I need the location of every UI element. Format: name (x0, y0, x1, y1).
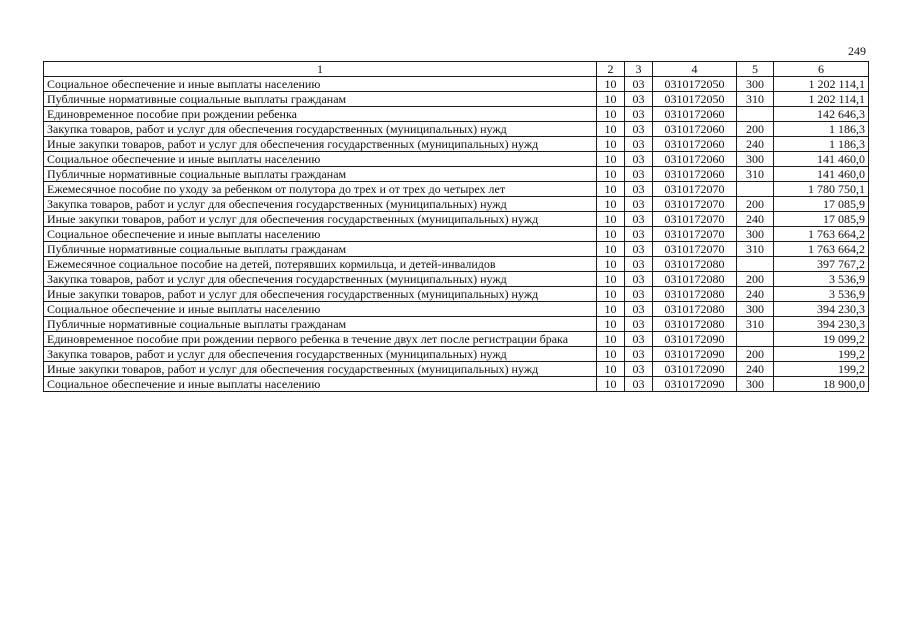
cell-expense-type: 200 (737, 197, 774, 212)
cell-expense-type: 310 (737, 92, 774, 107)
table-row (44, 332, 869, 347)
cell-section: 10 (597, 362, 625, 377)
cell-target-item: 0310172070 (653, 212, 737, 227)
cell-amount: 17 085,9 (774, 197, 869, 212)
cell-name: Закупка товаров, работ и услуг для обеспечения государственных (муниципальных) нужд (44, 197, 597, 212)
table-row (44, 212, 869, 227)
table-row (44, 182, 869, 197)
cell-section: 10 (597, 377, 625, 392)
cell-name: Социальное обеспечение и иные выплаты населению (44, 227, 597, 242)
cell-amount: 394 230,3 (774, 302, 869, 317)
table-row (44, 317, 869, 332)
cell-amount: 199,2 (774, 362, 869, 377)
cell-amount: 199,2 (774, 347, 869, 362)
cell-subsection: 03 (625, 287, 653, 302)
cell-amount: 397 767,2 (774, 257, 869, 272)
cell-expense-type: 300 (737, 302, 774, 317)
cell-subsection: 03 (625, 242, 653, 257)
cell-subsection: 03 (625, 212, 653, 227)
cell-amount: 3 536,9 (774, 272, 869, 287)
cell-subsection: 03 (625, 107, 653, 122)
table-row (44, 197, 869, 212)
table-row (44, 167, 869, 182)
cell-name: Единовременное пособие при рождении ребенка (44, 107, 597, 122)
cell-name: Социальное обеспечение и иные выплаты населению (44, 377, 597, 392)
table-row (44, 257, 869, 272)
cell-name: Иные закупки товаров, работ и услуг для обеспечения государственных (муниципальных) нужд (44, 287, 597, 302)
cell-name: Публичные нормативные социальные выплаты гражданам (44, 317, 597, 332)
cell-expense-type: 200 (737, 347, 774, 362)
cell-amount: 17 085,9 (774, 212, 869, 227)
cell-target-item: 0310172080 (653, 257, 737, 272)
cell-amount: 1 780 750,1 (774, 182, 869, 197)
cell-amount: 1 763 664,2 (774, 242, 869, 257)
cell-subsection: 03 (625, 77, 653, 92)
table-row (44, 137, 869, 152)
cell-subsection: 03 (625, 137, 653, 152)
cell-name: Публичные нормативные социальные выплаты гражданам (44, 167, 597, 182)
cell-section: 10 (597, 212, 625, 227)
table-row (44, 122, 869, 137)
cell-subsection: 03 (625, 92, 653, 107)
cell-section: 10 (597, 302, 625, 317)
cell-name: Иные закупки товаров, работ и услуг для обеспечения государственных (муниципальных) нужд (44, 212, 597, 227)
table-row (44, 377, 869, 392)
cell-target-item: 0310172070 (653, 182, 737, 197)
cell-subsection: 03 (625, 347, 653, 362)
column-header: 4 (653, 62, 737, 77)
cell-expense-type: 310 (737, 317, 774, 332)
cell-expense-type: 310 (737, 242, 774, 257)
table-row (44, 302, 869, 317)
cell-section: 10 (597, 332, 625, 347)
column-header: 2 (597, 62, 625, 77)
cell-section: 10 (597, 227, 625, 242)
cell-name: Социальное обеспечение и иные выплаты населению (44, 302, 597, 317)
cell-subsection: 03 (625, 227, 653, 242)
cell-expense-type: 240 (737, 212, 774, 227)
cell-amount: 1 186,3 (774, 137, 869, 152)
cell-subsection: 03 (625, 182, 653, 197)
header-row (44, 62, 869, 77)
cell-section: 10 (597, 107, 625, 122)
table-row (44, 152, 869, 167)
page-number: 249 (848, 44, 866, 58)
cell-amount: 3 536,9 (774, 287, 869, 302)
cell-expense-type (737, 257, 774, 272)
cell-subsection: 03 (625, 122, 653, 137)
cell-target-item: 0310172080 (653, 317, 737, 332)
cell-amount: 141 460,0 (774, 152, 869, 167)
cell-target-item: 0310172080 (653, 272, 737, 287)
cell-amount: 19 099,2 (774, 332, 869, 347)
table-row (44, 77, 869, 92)
cell-amount: 142 646,3 (774, 107, 869, 122)
cell-expense-type (737, 182, 774, 197)
cell-expense-type: 300 (737, 152, 774, 167)
cell-section: 10 (597, 152, 625, 167)
cell-section: 10 (597, 182, 625, 197)
cell-target-item: 0310172090 (653, 332, 737, 347)
cell-name: Ежемесячное пособие по уходу за ребенком от полутора до трех и от трех до четырех лет (44, 182, 597, 197)
cell-target-item: 0310172070 (653, 197, 737, 212)
cell-amount: 394 230,3 (774, 317, 869, 332)
table-row (44, 107, 869, 122)
table-row (44, 287, 869, 302)
cell-expense-type: 300 (737, 377, 774, 392)
column-header: 6 (774, 62, 869, 77)
cell-target-item: 0310172090 (653, 362, 737, 377)
cell-name: Социальное обеспечение и иные выплаты населению (44, 77, 597, 92)
table-row (44, 227, 869, 242)
cell-subsection: 03 (625, 272, 653, 287)
cell-amount: 1 763 664,2 (774, 227, 869, 242)
cell-name: Иные закупки товаров, работ и услуг для обеспечения государственных (муниципальных) нужд (44, 137, 597, 152)
cell-expense-type: 200 (737, 272, 774, 287)
column-header: 3 (625, 62, 653, 77)
cell-name: Закупка товаров, работ и услуг для обеспечения государственных (муниципальных) нужд (44, 272, 597, 287)
cell-subsection: 03 (625, 152, 653, 167)
cell-section: 10 (597, 77, 625, 92)
cell-name: Ежемесячное социальное пособие на детей, потерявших кормильца, и детей-инвалидов (44, 257, 597, 272)
table-row (44, 347, 869, 362)
cell-subsection: 03 (625, 332, 653, 347)
cell-target-item: 0310172060 (653, 152, 737, 167)
cell-amount: 18 900,0 (774, 377, 869, 392)
cell-subsection: 03 (625, 302, 653, 317)
cell-section: 10 (597, 242, 625, 257)
cell-expense-type: 240 (737, 137, 774, 152)
cell-name: Публичные нормативные социальные выплаты гражданам (44, 92, 597, 107)
cell-section: 10 (597, 197, 625, 212)
cell-name: Иные закупки товаров, работ и услуг для обеспечения государственных (муниципальных) нужд (44, 362, 597, 377)
cell-amount: 1 186,3 (774, 122, 869, 137)
cell-expense-type: 300 (737, 227, 774, 242)
cell-section: 10 (597, 287, 625, 302)
cell-subsection: 03 (625, 197, 653, 212)
cell-section: 10 (597, 137, 625, 152)
cell-target-item: 0310172060 (653, 137, 737, 152)
table-body (44, 62, 869, 392)
cell-expense-type: 240 (737, 362, 774, 377)
cell-subsection: 03 (625, 257, 653, 272)
cell-subsection: 03 (625, 167, 653, 182)
cell-name: Социальное обеспечение и иные выплаты населению (44, 152, 597, 167)
cell-target-item: 0310172080 (653, 287, 737, 302)
budget-table (43, 61, 869, 392)
cell-section: 10 (597, 272, 625, 287)
cell-name: Закупка товаров, работ и услуг для обеспечения государственных (муниципальных) нужд (44, 347, 597, 362)
cell-section: 10 (597, 92, 625, 107)
cell-target-item: 0310172070 (653, 227, 737, 242)
cell-target-item: 0310172060 (653, 122, 737, 137)
column-header: 1 (44, 62, 597, 77)
cell-target-item: 0310172080 (653, 302, 737, 317)
table-row (44, 92, 869, 107)
cell-expense-type (737, 332, 774, 347)
cell-section: 10 (597, 347, 625, 362)
cell-expense-type: 240 (737, 287, 774, 302)
cell-expense-type (737, 107, 774, 122)
cell-target-item: 0310172090 (653, 347, 737, 362)
cell-name: Публичные нормативные социальные выплаты гражданам (44, 242, 597, 257)
cell-amount: 1 202 114,1 (774, 77, 869, 92)
cell-section: 10 (597, 257, 625, 272)
cell-target-item: 0310172060 (653, 167, 737, 182)
cell-subsection: 03 (625, 362, 653, 377)
cell-amount: 141 460,0 (774, 167, 869, 182)
cell-expense-type: 310 (737, 167, 774, 182)
cell-name: Единовременное пособие при рождении первого ребенка в течение двух лет после регистрации брака (44, 332, 597, 347)
cell-subsection: 03 (625, 317, 653, 332)
table-row (44, 272, 869, 287)
cell-section: 10 (597, 317, 625, 332)
cell-section: 10 (597, 122, 625, 137)
cell-amount: 1 202 114,1 (774, 92, 869, 107)
cell-target-item: 0310172090 (653, 377, 737, 392)
cell-target-item: 0310172050 (653, 92, 737, 107)
cell-target-item: 0310172070 (653, 242, 737, 257)
table-row (44, 362, 869, 377)
column-header: 5 (737, 62, 774, 77)
cell-section: 10 (597, 167, 625, 182)
cell-subsection: 03 (625, 377, 653, 392)
cell-expense-type: 300 (737, 77, 774, 92)
cell-name: Закупка товаров, работ и услуг для обеспечения государственных (муниципальных) нужд (44, 122, 597, 137)
cell-expense-type: 200 (737, 122, 774, 137)
table-row (44, 242, 869, 257)
cell-target-item: 0310172050 (653, 77, 737, 92)
cell-target-item: 0310172060 (653, 107, 737, 122)
